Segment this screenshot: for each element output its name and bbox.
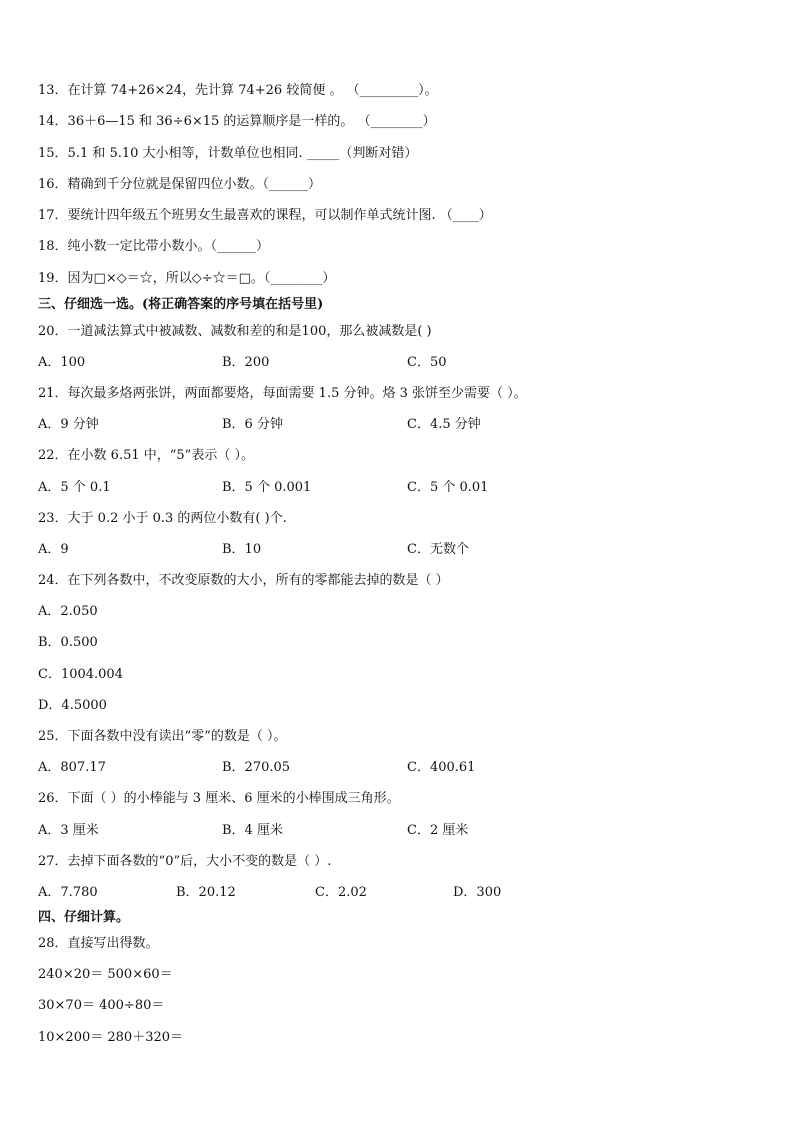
section-4-title: 四、仔细计算。 xyxy=(38,910,130,925)
q25-option-c: C．400.61 xyxy=(407,760,476,775)
q23-option-a: A．9 xyxy=(38,542,69,557)
question-14: 14．36＋6—15 和 36÷6×15 的运算顺序是一样的。 （________） xyxy=(38,114,436,129)
question-23: 23．大于 0.2 小于 0.3 的两位小数有( )个. xyxy=(38,511,287,526)
q26-option-a: A．3 厘米 xyxy=(38,823,99,838)
q23-option-c: C．无数个 xyxy=(407,542,469,557)
q26-option-c: C．2 厘米 xyxy=(407,823,469,838)
q25-option-a: A．807.17 xyxy=(38,760,106,775)
question-17: 17．要统计四年级五个班男女生最喜欢的课程，可以制作单式统计图. （____） xyxy=(38,208,492,223)
question-22: 22．在小数 6.51 中，“5”表示（ ）。 xyxy=(38,448,254,463)
question-18: 18．纯小数一定比带小数小。（______） xyxy=(38,239,270,254)
q24-option-d: D．4.5000 xyxy=(38,698,107,713)
q24-option-a: A．2.050 xyxy=(38,604,98,619)
q27-option-c: C．2.02 xyxy=(315,885,367,900)
q27-option-b: B．20.12 xyxy=(176,885,236,900)
calc-row-3: 10×200＝ 280＋320＝ xyxy=(38,1030,184,1045)
section-3-title: 三、仔细选一选。(将正确答案的序号填在括号里) xyxy=(38,297,324,312)
question-26: 26．下面（ ）的小棒能与 3 厘米、6 厘米的小棒围成三角形。 xyxy=(38,791,400,806)
q26-option-b: B．4 厘米 xyxy=(222,823,283,838)
calc-row-1: 240×20＝ 500×60＝ xyxy=(38,967,173,982)
question-27: 27．去掉下面各数的“0”后，大小不变的数是（ ）. xyxy=(38,854,332,869)
q25-option-b: B．270.05 xyxy=(222,760,291,775)
q20-option-b: B．200 xyxy=(222,355,270,370)
question-28: 28．直接写出得数。 xyxy=(38,936,159,951)
q23-option-b: B．10 xyxy=(222,542,262,557)
question-20: 20．一道减法算式中被减数、减数和差的和是100，那么被减数是( ) xyxy=(38,324,432,339)
q22-option-b: B．5 个 0.001 xyxy=(222,480,312,495)
question-15: 15．5.1 和 5.10 大小相等，计数单位也相同. _____（判断对错） xyxy=(38,146,418,161)
q22-option-c: C．5 个 0.01 xyxy=(407,480,489,495)
q27-option-d: D．300 xyxy=(453,885,502,900)
question-21: 21．每次最多烙两张饼，两面都要烙，每面需要 1.5 分钟。烙 3 张饼至少需要（ ）。 xyxy=(38,386,527,401)
question-24: 24．在下列各数中，不改变原数的大小，所有的零都能去掉的数是（ ） xyxy=(38,573,449,588)
question-25: 25．下面各数中没有读出“零”的数是（ ）。 xyxy=(38,729,287,744)
q21-option-c: C．4.5 分钟 xyxy=(407,417,481,432)
q21-option-a: A．9 分钟 xyxy=(38,417,99,432)
question-19: 19．因为□×◇＝☆，所以◇÷☆＝□。（________） xyxy=(38,271,336,286)
question-16: 16．精确到千分位就是保留四位小数。（______） xyxy=(38,177,322,192)
q24-option-b: B．0.500 xyxy=(38,635,98,650)
q22-option-a: A．5 个 0.1 xyxy=(38,480,111,495)
q21-option-b: B．6 分钟 xyxy=(222,417,283,432)
q24-option-c: C．1004.004 xyxy=(38,667,123,682)
question-13: 13．在计算 74+26×24，先计算 74+26 较简便 。 （_________）。 xyxy=(38,83,438,98)
q27-option-a: A．7.780 xyxy=(38,885,98,900)
q20-option-c: C．50 xyxy=(407,355,447,370)
calc-row-2: 30×70＝ 400÷80＝ xyxy=(38,998,165,1013)
q20-option-a: A．100 xyxy=(38,355,86,370)
